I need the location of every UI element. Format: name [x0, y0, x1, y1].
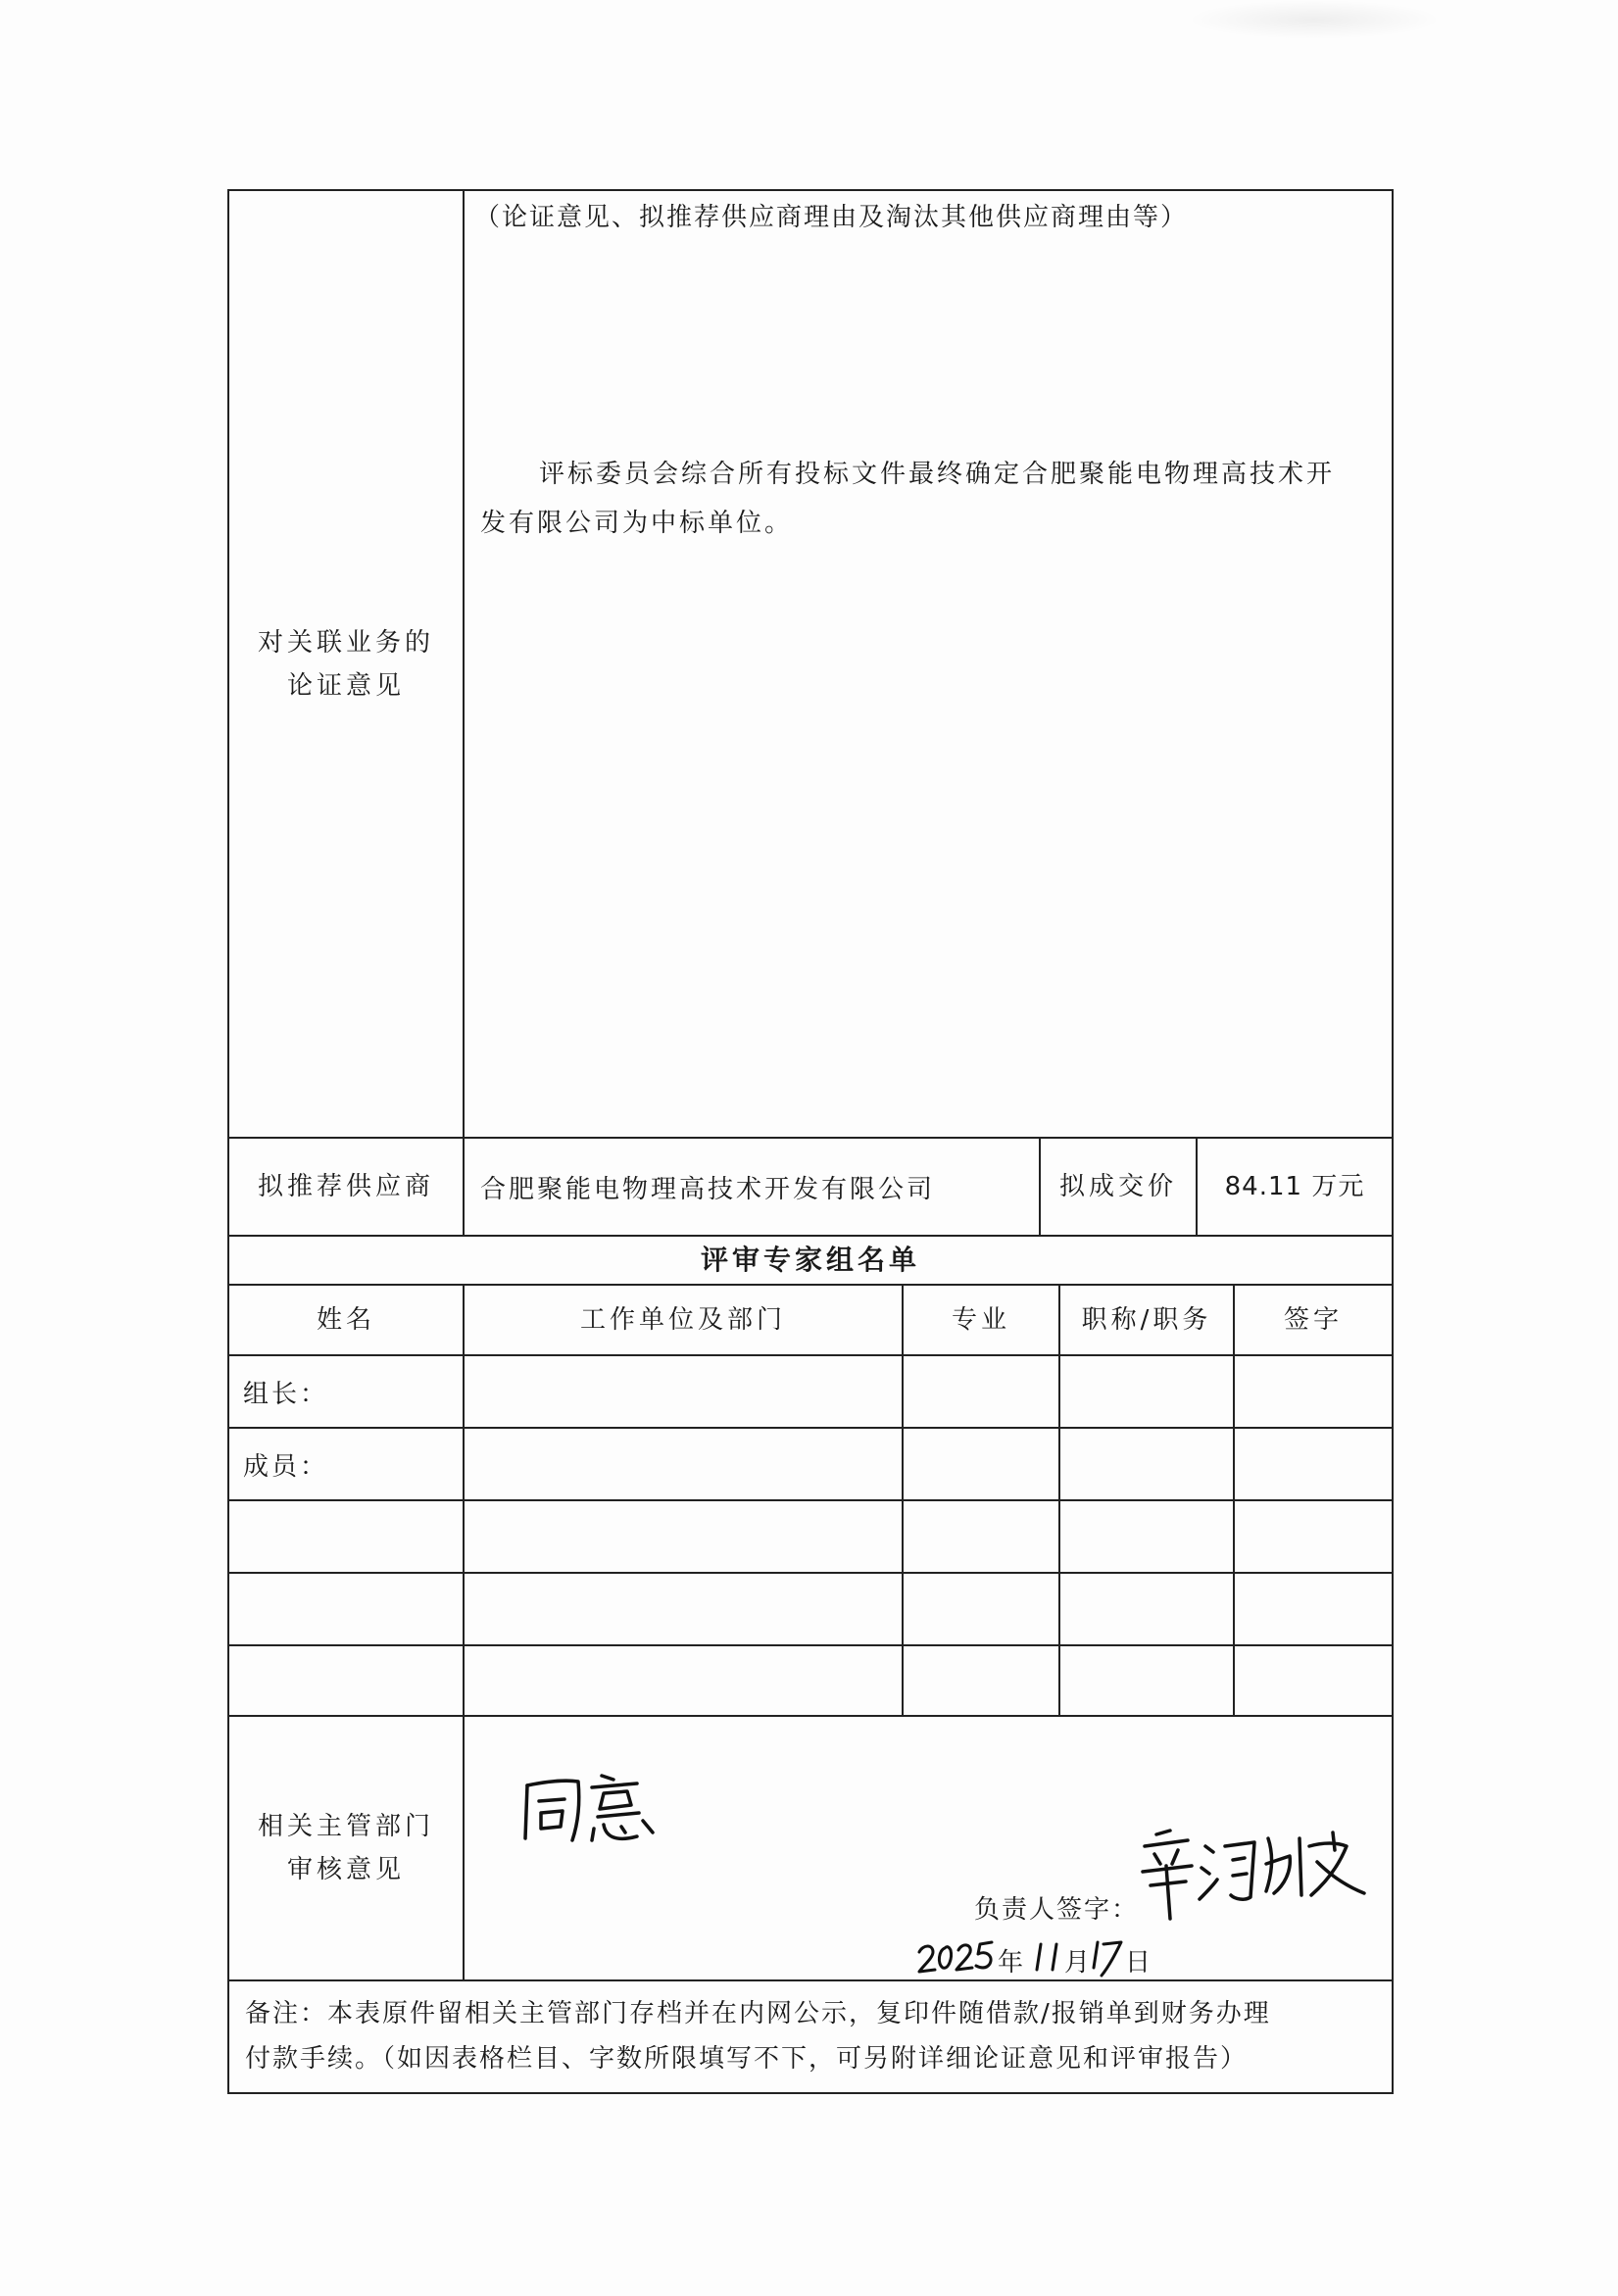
date-day-suffix: 日 [1125, 1948, 1154, 1978]
column-header-specialty-text: 专业 [951, 1305, 1010, 1335]
expert-unit-cell [465, 1429, 904, 1501]
expert-title-cell [1060, 1501, 1235, 1574]
column-header-signature [1235, 1286, 1392, 1356]
expert-specialty-cell [904, 1356, 1060, 1429]
column-header-name [229, 1286, 465, 1356]
expert-role-cell [229, 1356, 465, 1429]
expert-specialty-cell [904, 1501, 1060, 1574]
expert-signature-cell [1235, 1646, 1392, 1717]
expert-title-cell [1060, 1356, 1235, 1429]
opinion-label-line2: 论证意见 [286, 670, 405, 701]
opinion-content-cell [465, 191, 1392, 1139]
signer-label: 负责人签字： [974, 1895, 1140, 1925]
expert-unit-cell [465, 1646, 904, 1717]
price-label: 拟成交价 [1058, 1172, 1177, 1201]
review-label-line2: 审核意见 [286, 1855, 405, 1884]
expert-unit-cell [465, 1501, 904, 1574]
expert-role: 组长： [243, 1379, 329, 1409]
column-header-unit-text: 工作单位及部门 [579, 1305, 786, 1335]
date-year-suffix: 年 [998, 1948, 1027, 1978]
expert-signature-cell [1235, 1501, 1392, 1574]
review-label-line1: 相关主管部门 [257, 1812, 434, 1841]
expert-unit-cell [465, 1356, 904, 1429]
expert-specialty-cell [904, 1646, 1060, 1717]
supplier-label: 拟推荐供应商 [257, 1172, 434, 1201]
review-label-cell [229, 1717, 465, 1981]
handwritten-opinion [521, 1768, 668, 1856]
remarks-line1: 备注：本表原件留相关主管部门存档并在内网公示，复印件随借款/报销单到财务办理 [245, 1999, 1271, 2028]
price-value: 84.11 万元 [1224, 1172, 1365, 1201]
remarks-line2: 付款手续。（如因表格栏目、字数所限填写不下，可另附详细论证意见和评审报告） [245, 2044, 1249, 2074]
price-label-cell [1041, 1139, 1198, 1237]
remarks-cell [229, 1981, 1392, 2092]
column-header-title-text: 职称/职务 [1081, 1305, 1212, 1335]
date-month-suffix: 月 [1064, 1948, 1094, 1978]
opinion-body-line2: 发有限公司为中标单位。 [480, 509, 794, 538]
date-month-handwritten [1031, 1940, 1064, 1974]
expert-unit-cell [465, 1574, 904, 1646]
date-year-handwritten [915, 1938, 996, 1976]
column-header-title [1060, 1286, 1235, 1356]
opinion-body-line1: 评标委员会综合所有投标文件最终确定合肥聚能电物理高技术开 [539, 460, 1336, 489]
column-header-name-text: 姓名 [316, 1305, 375, 1335]
column-header-signature-text: 签字 [1283, 1305, 1343, 1335]
supplier-value-cell [465, 1139, 1041, 1237]
expert-specialty-cell [904, 1429, 1060, 1501]
column-header-unit [465, 1286, 904, 1356]
expert-specialty-cell [904, 1574, 1060, 1646]
expert-signature-cell [1235, 1574, 1392, 1646]
expert-title-cell [1060, 1429, 1235, 1501]
expert-signature-cell [1235, 1356, 1392, 1429]
expert-title-cell [1060, 1574, 1235, 1646]
handwritten-signature [1137, 1817, 1372, 1925]
review-content-cell [465, 1717, 1392, 1981]
column-header-specialty [904, 1286, 1060, 1356]
expert-role-cell [229, 1501, 465, 1574]
expert-role-cell [229, 1574, 465, 1646]
scan-artifact [1187, 0, 1442, 39]
expert-panel-title: 评审专家组名单 [700, 1244, 920, 1276]
opinion-label-cell [229, 191, 465, 1139]
expert-role-cell [229, 1646, 465, 1717]
procurement-review-form [227, 189, 1394, 2094]
supplier-label-cell [229, 1139, 465, 1237]
opinion-label-line1: 对关联业务的 [257, 627, 434, 658]
supplier-name: 合肥聚能电物理高技术开发有限公司 [480, 1174, 936, 1204]
review-date [915, 1938, 1170, 1978]
expert-role: 成员： [243, 1451, 329, 1482]
price-value-cell [1198, 1139, 1392, 1237]
expert-panel-title-cell [229, 1237, 1392, 1286]
expert-signature-cell [1235, 1429, 1392, 1501]
expert-role-cell [229, 1429, 465, 1501]
opinion-hint: （论证意见、拟推荐供应商理由及淘汰其他供应商理由等） [474, 203, 1189, 232]
expert-title-cell [1060, 1646, 1235, 1717]
